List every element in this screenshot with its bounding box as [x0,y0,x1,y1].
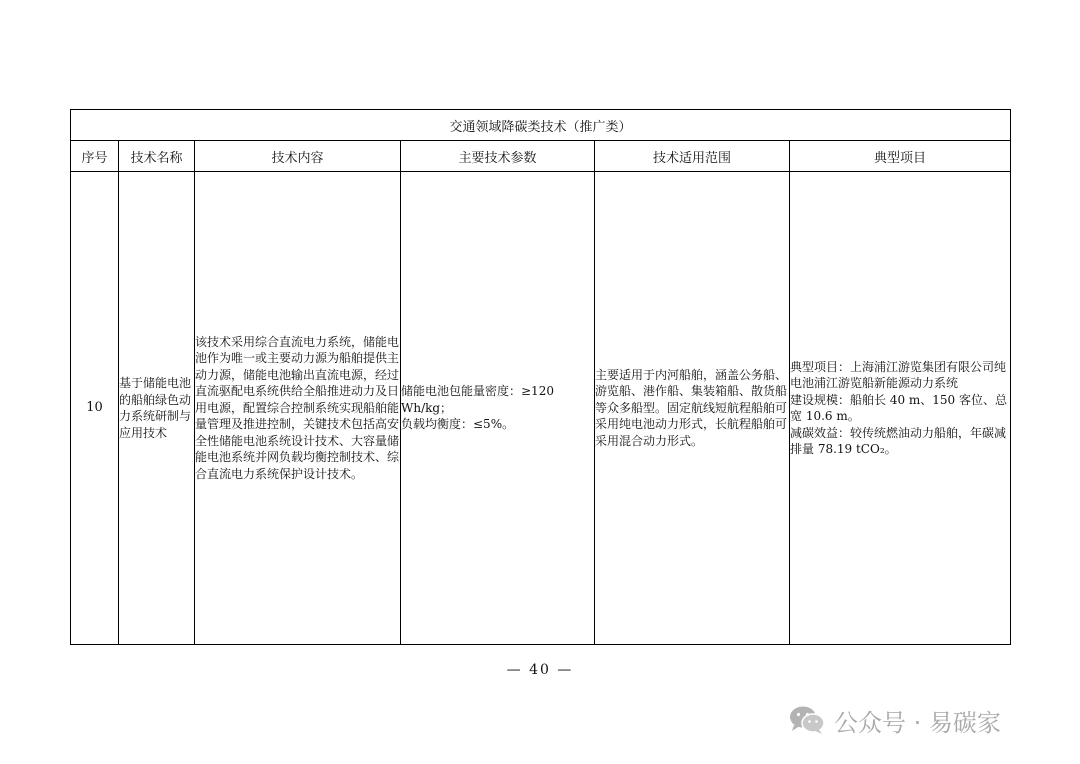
header-content: 技术内容 [195,141,401,172]
cell-scope: 主要适用于内河船舶，涵盖公务船、游览船、港作船、集装箱船、散货船等众多船型。固定航线短航程船舶可采用纯电池动力形式，长航程船舶可采用混合动力形式。 [595,172,790,645]
cell-name: 基于储能电池的船舶绿色动力系统研制与应用技术 [119,172,195,645]
table-title: 交通领域降碳类技术（推广类） [71,110,1011,141]
cell-params [401,172,595,645]
param-line: 储能电池包能量密度：≥120 Wh/kg； [401,384,554,415]
project-line: 建设规模：船舶长 40 m、150 客位、总宽 10.6 m。 [790,392,1007,423]
project-line: 减碳效益：较传统燃油动力船舶，年碳减排量 78.19 tCO₂。 [790,425,1007,456]
cell-no: 10 [71,172,119,645]
page-number: — 40 — [506,662,574,678]
param-line: 负载均衡度：≤5%。 [401,417,515,432]
wechat-icon [788,705,826,735]
table-header-row [71,141,1011,172]
project-line: 典型项目：上海浦江游览集团有限公司纯电池浦江游览船新能源动力系统 [790,359,1007,390]
header-no: 序号 [71,141,119,172]
table-row [71,172,1011,645]
watermark-text: 公众号 · 易碳家 [834,708,1001,737]
header-scope: 技术适用范围 [595,141,790,172]
cell-content: 该技术采用综合直流电力系统，储能电池作为唯一或主要动力源为船舶提供主动力源，储能电池输出直流电源，经过直流驱配电系统供给全船推进动力及日用电源，配置综合控制系统实现船舶能量管理及推进控制，关键技术包括高安全性储能电池系统设计技术、大容量储能电池系统并网负载均衡控制技术、综合直流电力系统保护设计技术。 [195,172,401,645]
watermark [788,700,1001,740]
header-name: 技术名称 [119,141,195,172]
cell-project [790,172,1011,645]
header-project: 典型项目 [790,141,1011,172]
header-params: 主要技术参数 [401,141,595,172]
tech-table [70,109,1011,645]
